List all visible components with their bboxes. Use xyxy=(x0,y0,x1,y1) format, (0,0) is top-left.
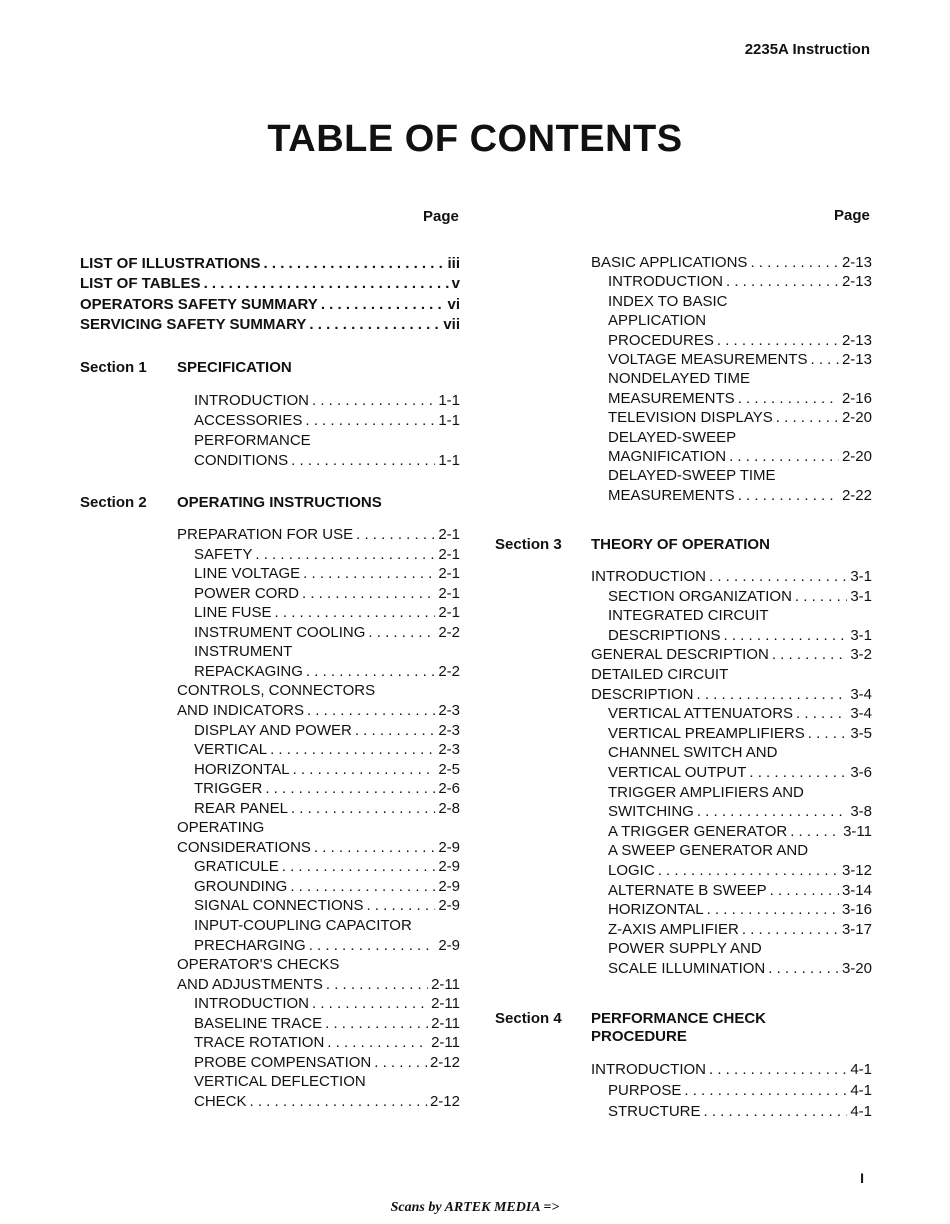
toc-entry-page: 2-20 xyxy=(841,448,872,465)
toc-entry[interactable] xyxy=(608,272,872,291)
toc-entry-label: PROCEDURES xyxy=(608,331,714,349)
toc-entry-page: 4-1 xyxy=(850,1082,872,1099)
dot-leader xyxy=(303,564,435,583)
toc-entry-label: REAR PANEL xyxy=(194,799,288,817)
toc-entry-page: vii xyxy=(443,315,460,333)
dot-leader xyxy=(374,1053,427,1072)
dot-leader xyxy=(309,936,436,955)
toc-entry-page: 2-3 xyxy=(438,721,460,739)
toc-entry[interactable] xyxy=(608,486,872,505)
toc-entry-label: CHECK xyxy=(194,1092,247,1110)
toc-entry-label: SERVICING SAFETY SUMMARY xyxy=(80,315,307,333)
toc-entry-label: SWITCHING xyxy=(608,803,694,821)
toc-entry[interactable] xyxy=(194,857,460,876)
toc-entry[interactable] xyxy=(608,802,872,821)
toc-entry-label: INTRODUCTION xyxy=(591,1061,706,1078)
dot-leader xyxy=(291,799,435,818)
toc-entry-page: 3-1 xyxy=(850,626,872,644)
toc-entry-page: 3-12 xyxy=(841,862,872,879)
toc-entry[interactable] xyxy=(194,391,460,410)
toc-entry[interactable] xyxy=(177,525,460,544)
toc-entry[interactable] xyxy=(608,743,872,762)
toc-entry-page: 3-4 xyxy=(850,705,872,723)
toc-entry-page: 2-2 xyxy=(438,623,460,641)
toc-entry-page: 2-1 xyxy=(438,526,460,543)
dot-leader xyxy=(810,350,838,369)
toc-entry-page: 2-5 xyxy=(438,760,460,778)
page-column-label-right: Page xyxy=(834,207,870,224)
toc-entry-label: DISPLAY AND POWER xyxy=(194,721,352,739)
toc-entry[interactable] xyxy=(194,1053,460,1072)
dot-leader xyxy=(770,881,839,900)
toc-entry-label: TRIGGER AMPLIFIERS AND xyxy=(608,783,804,801)
section-3-title: THEORY OF OPERATION xyxy=(591,536,770,553)
toc-entry-label: VOLTAGE MEASUREMENTS xyxy=(608,351,808,368)
dot-leader xyxy=(293,760,436,779)
toc-entry[interactable] xyxy=(608,292,872,311)
toc-entry[interactable] xyxy=(608,763,872,782)
toc-entry-page: 2-13 xyxy=(841,273,872,291)
dot-leader xyxy=(658,861,839,880)
toc-entry-label: LIST OF ILLUSTRATIONS xyxy=(80,255,261,272)
toc-entry-label: INSTRUMENT xyxy=(194,643,293,661)
toc-entry[interactable] xyxy=(194,916,460,935)
toc-entry-page: 2-13 xyxy=(841,254,872,271)
toc-entry-label: DELAYED-SWEEP TIME xyxy=(608,467,776,485)
toc-entry-label: VERTICAL DEFLECTION xyxy=(194,1073,366,1091)
toc-entry[interactable] xyxy=(194,431,460,450)
dot-leader xyxy=(275,603,436,622)
toc-entry-page: 3-1 xyxy=(850,587,872,605)
toc-entry[interactable] xyxy=(608,369,872,388)
toc-entry[interactable] xyxy=(194,1014,460,1033)
toc-entry-label: MEASUREMENTS xyxy=(608,486,735,504)
toc-entry[interactable] xyxy=(608,822,872,841)
toc-entry-page: 2-3 xyxy=(438,741,460,759)
dot-leader xyxy=(749,763,847,782)
toc-entry-label: SAFETY xyxy=(194,545,253,563)
toc-entry-page: 2-6 xyxy=(438,780,460,798)
toc-entry[interactable] xyxy=(608,704,872,723)
toc-entry[interactable] xyxy=(194,451,460,470)
dot-leader xyxy=(704,1102,848,1121)
toc-entry-label: BASELINE TRACE xyxy=(194,1014,323,1032)
toc-entry-label: OPERATORS SAFETY SUMMARY xyxy=(80,295,318,313)
toc-entry[interactable] xyxy=(177,955,460,974)
toc-entry-page: 2-12 xyxy=(429,1092,460,1110)
toc-entry-page: 3-5 xyxy=(850,724,872,742)
dot-leader xyxy=(355,721,435,740)
toc-entry[interactable] xyxy=(194,623,460,642)
toc-entry-label: PROBE COMPENSATION xyxy=(194,1053,372,1071)
toc-entry-page: 3-11 xyxy=(843,822,872,840)
toc-entry-page: 3-2 xyxy=(850,646,872,664)
toc-entry-label: GENERAL DESCRIPTION xyxy=(591,646,769,664)
toc-entry-page: 4-1 xyxy=(850,1061,872,1078)
dot-leader xyxy=(265,779,435,798)
dot-leader xyxy=(321,295,445,314)
dot-leader xyxy=(282,857,436,876)
toc-entry-label: DESCRIPTION xyxy=(591,685,694,703)
toc-entry[interactable] xyxy=(194,1092,460,1111)
toc-entry-label: A TRIGGER GENERATOR xyxy=(608,822,788,840)
dot-leader xyxy=(356,525,435,544)
toc-entry-label: OPERATOR'S CHECKS xyxy=(177,956,340,974)
dot-leader xyxy=(327,1033,428,1052)
toc-entry-label: APPLICATION xyxy=(608,312,707,330)
toc-entry[interactable] xyxy=(194,411,460,430)
toc-entry-label: VERTICAL OUTPUT xyxy=(608,764,747,781)
toc-entry-label: NONDELAYED TIME xyxy=(608,370,750,388)
toc-entry[interactable] xyxy=(591,567,872,586)
toc-entry-page: 2-9 xyxy=(438,858,460,876)
dot-leader xyxy=(368,623,435,642)
toc-entry-page: 2-22 xyxy=(841,486,872,504)
document-title: 2235A Instruction xyxy=(744,41,870,58)
toc-entry-label: INTRODUCTION xyxy=(194,995,309,1013)
page-title: TABLE OF CONTENTS xyxy=(267,118,683,160)
dot-leader xyxy=(302,584,435,603)
dot-leader xyxy=(325,1014,428,1033)
toc-entry-label: INTEGRATED CIRCUIT xyxy=(608,607,769,625)
toc-entry-label: CONDITIONS xyxy=(194,452,289,469)
toc-entry[interactable] xyxy=(608,408,872,427)
toc-entry[interactable] xyxy=(608,841,872,860)
section-4-title-line-2: PROCEDURE xyxy=(591,1028,687,1045)
toc-entry-label: CONSIDERATIONS xyxy=(177,838,311,856)
section-4-label: Section 4 xyxy=(495,1010,562,1027)
toc-entry-label: OPERATING xyxy=(177,819,265,837)
page-number: I xyxy=(860,1170,864,1186)
dot-leader xyxy=(772,645,848,664)
toc-entry-page: 2-1 xyxy=(438,565,460,583)
section-1-title: SPECIFICATION xyxy=(177,359,292,376)
toc-entry-page: 3-16 xyxy=(841,901,872,919)
page-column-label-left: Page xyxy=(423,208,459,225)
toc-entry-label: GRATICULE xyxy=(194,858,279,876)
toc-entry-label: AND ADJUSTMENTS xyxy=(177,975,323,993)
toc-entry-label: INPUT-COUPLING CAPACITOR xyxy=(194,917,412,934)
section-3-label: Section 3 xyxy=(495,536,562,553)
toc-entry-label: ALTERNATE B SWEEP xyxy=(608,881,767,899)
toc-entry-page: 3-6 xyxy=(850,764,872,781)
toc-entry[interactable] xyxy=(608,724,872,743)
toc-entry-label: SCALE ILLUMINATION xyxy=(608,960,766,977)
dot-leader xyxy=(776,408,839,427)
toc-entry-page: 2-1 xyxy=(438,545,460,563)
toc-entry[interactable] xyxy=(608,606,872,625)
toc-entry[interactable] xyxy=(194,584,460,603)
dot-leader xyxy=(768,959,839,978)
dot-leader xyxy=(264,254,445,273)
toc-entry-page: 2-11 xyxy=(431,1034,460,1052)
section-2-title: OPERATING INSTRUCTIONS xyxy=(177,494,382,511)
toc-entry[interactable] xyxy=(194,936,460,955)
dot-leader xyxy=(204,274,449,293)
dot-leader xyxy=(795,587,847,606)
toc-entry[interactable] xyxy=(194,564,460,583)
toc-entry[interactable] xyxy=(194,799,460,818)
toc-entry-page: 2-8 xyxy=(438,799,460,817)
toc-entry-label: SECTION ORGANIZATION xyxy=(608,587,792,605)
toc-entry[interactable] xyxy=(608,1081,872,1100)
dot-leader xyxy=(312,994,428,1013)
toc-entry-page: 3-1 xyxy=(850,568,872,585)
toc-entry-label: TRACE ROTATION xyxy=(194,1034,325,1052)
toc-entry[interactable] xyxy=(194,740,460,759)
toc-entry-label: INDEX TO BASIC xyxy=(608,292,728,310)
toc-entry-label: SIGNAL CONNECTIONS xyxy=(194,897,364,915)
toc-entry-label: LINE FUSE xyxy=(194,604,272,622)
toc-entry-label: PERFORMANCE xyxy=(194,432,311,449)
toc-entry-label: INTRODUCTION xyxy=(194,392,309,409)
toc-entry[interactable] xyxy=(194,994,460,1013)
toc-entry[interactable] xyxy=(194,1072,460,1091)
toc-entry-label: POWER CORD xyxy=(194,584,299,602)
toc-entry-page: 3-14 xyxy=(841,881,872,899)
toc-entry-page: 4-1 xyxy=(850,1103,872,1120)
toc-entry[interactable] xyxy=(80,295,460,314)
toc-entry-label: VERTICAL xyxy=(194,741,268,759)
toc-entry[interactable] xyxy=(194,662,460,681)
toc-entry[interactable] xyxy=(608,428,872,447)
dot-leader xyxy=(270,740,435,759)
toc-entry[interactable] xyxy=(608,587,872,606)
toc-entry-label: DETAILED CIRCUIT xyxy=(591,666,729,683)
toc-entry-page: 3-4 xyxy=(850,685,872,703)
dot-leader xyxy=(314,838,435,857)
dot-leader xyxy=(738,389,839,408)
toc-entry[interactable] xyxy=(608,861,872,880)
toc-entry-page: 3-20 xyxy=(841,960,872,977)
toc-entry-page: 2-16 xyxy=(841,389,872,407)
dot-leader xyxy=(717,331,839,350)
dot-leader xyxy=(790,822,840,841)
toc-entry-label: PRECHARGING xyxy=(194,936,306,954)
toc-entry[interactable] xyxy=(591,253,872,272)
toc-entry[interactable] xyxy=(608,1102,872,1121)
dot-leader xyxy=(306,662,435,681)
dot-leader xyxy=(724,626,848,645)
toc-entry-label: Z-AXIS AMPLIFIER xyxy=(608,920,739,938)
toc-entry[interactable] xyxy=(194,760,460,779)
toc-entry[interactable] xyxy=(194,877,460,896)
dot-leader xyxy=(796,704,847,723)
toc-entry-label: AND INDICATORS xyxy=(177,701,304,719)
toc-entry[interactable] xyxy=(608,783,872,802)
toc-entry-label: LINE VOLTAGE xyxy=(194,565,301,583)
toc-entry-page: 2-12 xyxy=(429,1053,460,1071)
dot-leader xyxy=(684,1081,847,1100)
toc-entry-label: A SWEEP GENERATOR AND xyxy=(608,842,809,860)
toc-entry-label: ACCESSORIES xyxy=(194,412,303,429)
scan-credit: Scans by ARTEK MEDIA => xyxy=(390,1200,560,1215)
dot-leader xyxy=(290,877,435,896)
toc-entry-page: 3-8 xyxy=(850,803,872,821)
dot-leader xyxy=(707,900,839,919)
toc-entry-label: STRUCTURE xyxy=(608,1103,701,1120)
dot-leader xyxy=(697,685,848,704)
toc-entry-label: BASIC APPLICATIONS xyxy=(591,254,748,271)
dot-leader xyxy=(738,486,839,505)
toc-entry[interactable] xyxy=(608,350,872,369)
toc-entry-label: VERTICAL PREAMPLIFIERS xyxy=(608,724,805,742)
section-2-label: Section 2 xyxy=(80,494,147,511)
toc-entry-page: 1-1 xyxy=(438,452,460,469)
toc-entry-label: PURPOSE xyxy=(608,1082,682,1099)
toc-entry[interactable] xyxy=(608,389,872,408)
dot-leader xyxy=(697,802,847,821)
section-4-title: PERFORMANCE CHECK xyxy=(591,1010,767,1027)
toc-entry-label: VERTICAL ATTENUATORS xyxy=(608,705,794,723)
toc-entry[interactable] xyxy=(591,645,872,664)
dot-leader xyxy=(750,253,839,272)
toc-entry-label: LIST OF TABLES xyxy=(80,275,201,293)
toc-entry[interactable] xyxy=(194,721,460,740)
toc-entry[interactable] xyxy=(80,254,460,273)
toc-entry-page: 2-2 xyxy=(438,662,460,680)
toc-entry-page: 2-1 xyxy=(438,584,460,602)
toc-entry[interactable] xyxy=(194,896,460,915)
toc-entry[interactable] xyxy=(177,975,460,994)
toc-entry[interactable] xyxy=(608,939,872,958)
toc-entry-label: POWER SUPPLY AND xyxy=(608,940,762,958)
toc-entry-page: 1-1 xyxy=(438,412,460,429)
toc-entry[interactable] xyxy=(591,1060,872,1079)
toc-entry[interactable] xyxy=(177,818,460,837)
dot-leader xyxy=(808,724,848,743)
dot-leader xyxy=(250,1092,427,1111)
toc-entry[interactable] xyxy=(177,701,460,720)
toc-entry-label: INTRODUCTION xyxy=(608,273,723,291)
toc-entry[interactable] xyxy=(608,920,872,939)
toc-entry[interactable] xyxy=(80,274,460,293)
dot-leader xyxy=(309,315,440,334)
dot-leader xyxy=(726,272,839,291)
toc-entry-page: 2-11 xyxy=(431,1014,460,1032)
dot-leader xyxy=(709,1060,847,1079)
toc-entry-page: 2-11 xyxy=(431,995,460,1013)
toc-entry-label: PREPARATION FOR USE xyxy=(177,526,354,543)
toc-entry-page: 2-3 xyxy=(438,701,460,719)
toc-entry[interactable] xyxy=(194,603,460,622)
toc-entry[interactable] xyxy=(608,959,872,978)
dot-leader xyxy=(291,451,435,470)
toc-entry-label: MEASUREMENTS xyxy=(608,389,735,407)
toc-entry-label: INSTRUMENT COOLING xyxy=(194,623,366,641)
toc-entry-page: v xyxy=(451,275,460,293)
toc-entry[interactable] xyxy=(194,1033,460,1052)
toc-entry[interactable] xyxy=(608,881,872,900)
toc-entry-page: 2-9 xyxy=(438,877,460,895)
toc-entry-page: 2-9 xyxy=(438,936,460,954)
dot-leader xyxy=(307,701,435,720)
toc-entry-label: MAGNIFICATION xyxy=(608,448,727,465)
toc-entry-label: TRIGGER xyxy=(194,780,263,798)
dot-leader xyxy=(326,975,428,994)
toc-entry-page: 2-11 xyxy=(431,975,460,993)
toc-entry-page: 2-13 xyxy=(841,351,872,368)
toc-entry-label: HORIZONTAL xyxy=(194,760,290,778)
toc-entry[interactable] xyxy=(591,685,872,704)
toc-entry-label: DESCRIPTIONS xyxy=(608,626,721,644)
dot-leader xyxy=(366,896,435,915)
toc-entry[interactable] xyxy=(608,466,872,485)
toc-entry[interactable] xyxy=(177,681,460,700)
toc-entry-page: 3-17 xyxy=(841,920,872,938)
toc-entry[interactable] xyxy=(608,626,872,645)
dot-leader xyxy=(742,920,839,939)
toc-entry-label: INTRODUCTION xyxy=(591,568,706,585)
toc-entry-page: 2-9 xyxy=(438,897,460,915)
toc-entry[interactable] xyxy=(591,665,872,684)
toc-entry-label: LOGIC xyxy=(608,862,655,879)
toc-entry-label: GROUNDING xyxy=(194,877,288,895)
section-1-label: Section 1 xyxy=(80,359,147,376)
toc-entry[interactable] xyxy=(194,779,460,798)
toc-entry[interactable] xyxy=(608,331,872,350)
toc-entry-label: HORIZONTAL xyxy=(608,901,704,919)
dot-leader xyxy=(312,391,435,410)
toc-entry-page: 2-9 xyxy=(438,838,460,856)
toc-entry-page: vi xyxy=(447,295,460,313)
toc-entry[interactable] xyxy=(608,900,872,919)
toc-entry-label: DELAYED-SWEEP xyxy=(608,428,737,446)
toc-entry[interactable] xyxy=(80,315,460,334)
dot-leader xyxy=(305,411,435,430)
toc-entry-page: iii xyxy=(447,255,460,272)
dot-leader xyxy=(255,545,435,564)
toc-entry-label: TELEVISION DISPLAYS xyxy=(608,409,773,427)
toc-entry-label: REPACKAGING xyxy=(194,662,303,680)
toc-entry-page: 2-20 xyxy=(841,409,872,427)
dot-leader xyxy=(729,447,839,466)
toc-entry[interactable] xyxy=(194,545,460,564)
toc-entry-page: 1-1 xyxy=(438,392,460,409)
toc-entry-label: CHANNEL SWITCH AND xyxy=(608,744,778,762)
dot-leader xyxy=(709,567,847,586)
toc-entry[interactable] xyxy=(608,311,872,330)
toc-entry-page: 2-13 xyxy=(841,331,872,349)
toc-entry[interactable] xyxy=(608,447,872,466)
toc-entry-label: CONTROLS, CONNECTORS xyxy=(177,682,376,700)
toc-entry[interactable] xyxy=(194,642,460,661)
toc-entry-page: 2-1 xyxy=(438,604,460,622)
toc-entry[interactable] xyxy=(177,838,460,857)
